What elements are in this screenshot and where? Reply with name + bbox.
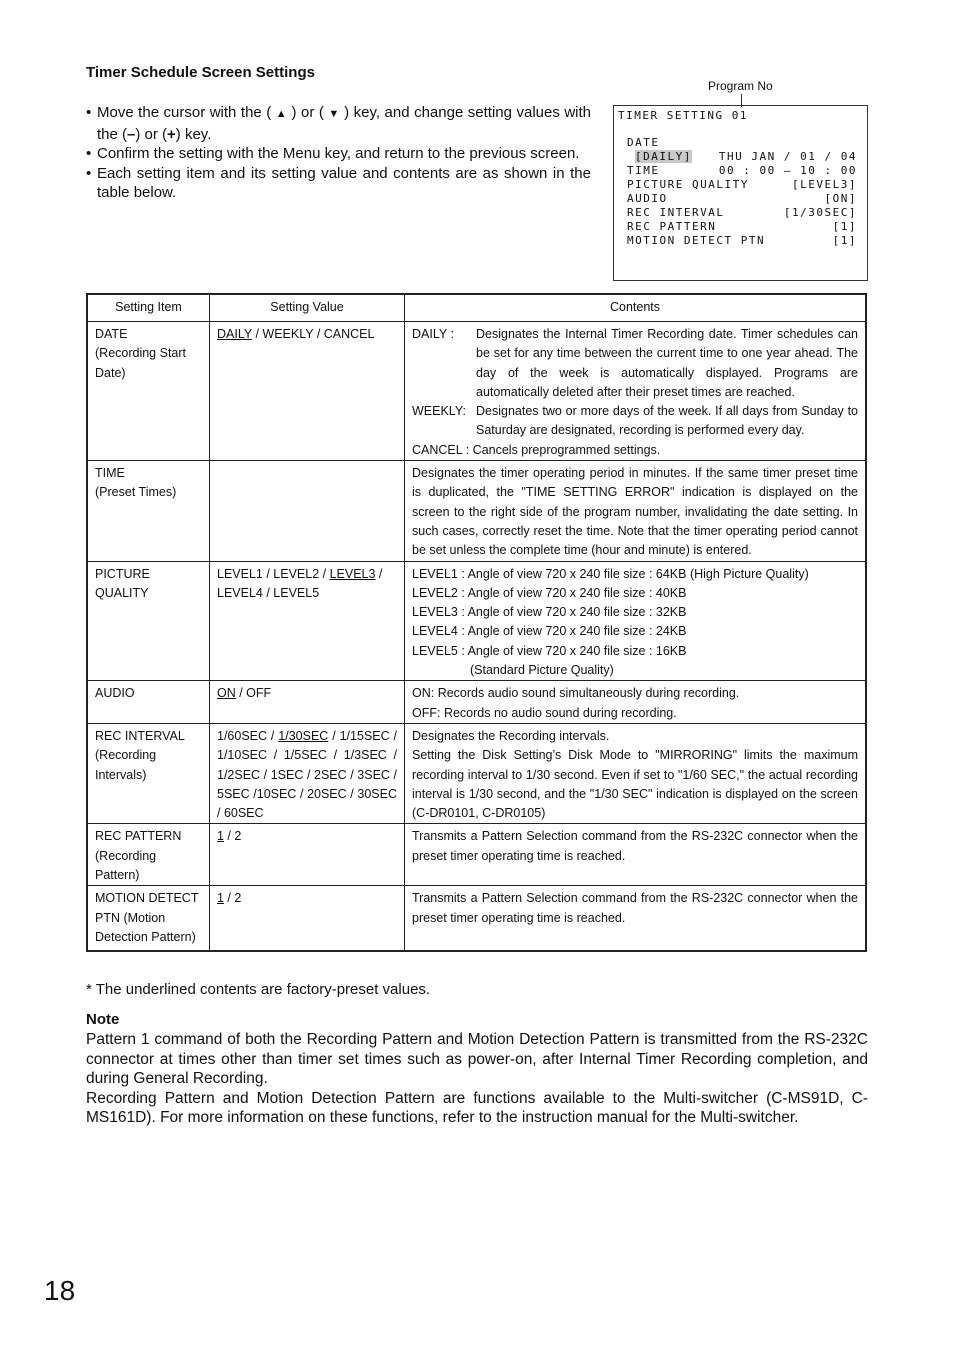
- setting-item: MOTION DETECT PTN (Motion Detection Pattern): [87, 886, 210, 951]
- table-row-time: [87, 461, 866, 561]
- screen-time-row: TIME 00 : 00 – 10 : 00: [627, 164, 857, 177]
- setting-item: REC PATTERN (Recording Pattern): [87, 824, 210, 886]
- note-paragraph: Pattern 1 command of both the Recording Pattern and Motion Detection Pattern is transmitted from the RS-232C connector at times other than timer set times such as power-on, after Internal Timer Recording completion, and during General Recording.: [86, 1031, 868, 1087]
- plus-key: +: [167, 125, 176, 143]
- column-header: Contents: [405, 294, 867, 322]
- setting-value: ON / OFF: [210, 681, 405, 724]
- screen-date-value: [DAILY]: [635, 150, 692, 163]
- setting-contents: DAILY : Designates the Internal Timer Recording date. Timer schedules can be set for any time between the current time to one year ahead. The day of the week is automatically displayed. Programs are automatically deleted after their preset times are reached. WEEKLY: Designates two or more days of the week. If all days from Sunday to Saturday are designated, recording is performed every day. CANCEL : Cancels preprogrammed settings.: [405, 322, 867, 461]
- down-arrow-icon: ▼: [328, 108, 340, 120]
- column-header: Setting Value: [210, 294, 405, 322]
- note-body: [86, 1030, 868, 1128]
- table-row-date: [87, 322, 866, 461]
- setting-item: AUDIO: [87, 681, 210, 724]
- setting-contents: Designates the timer operating period in minutes. If the same timer preset time is duplicated, the "TIME SETTING ERROR" indication is displayed on the screen to the right side of the program number, invalidating the date setting. In such cases, correctly reset the time. Note that the timer operating period cannot be set unless the complete time (hour and minute) is entered.: [405, 461, 867, 561]
- note-title: Note: [86, 1011, 120, 1028]
- minus-key: –: [127, 125, 136, 143]
- setting-contents: ON: Records audio sound simultaneously during recording. OFF: Records no audio sound during recording.: [405, 681, 867, 724]
- table-row-rec-interval: [87, 723, 866, 823]
- table-header-row: [87, 294, 866, 322]
- setting-value: 1 / 2: [210, 886, 405, 951]
- screen-md-row: MOTION DETECT PTN [1]: [627, 234, 857, 247]
- instruction-item: • Move the cursor with the ( ▲ ) or ( ▼ ) key, and change setting values with the (–) or (+) key.: [86, 103, 591, 144]
- setting-item: DATE (Recording Start Date): [87, 322, 210, 461]
- setting-contents: Transmits a Pattern Selection command from the RS-232C connector when the preset timer operating time is reached.: [405, 824, 867, 886]
- page-number: 18: [44, 1275, 76, 1306]
- table-row-picture-quality: [87, 561, 866, 681]
- table-row-rec-pattern: [87, 824, 866, 886]
- screen-date-label: DATE: [627, 136, 660, 149]
- setting-contents: Designates the Recording intervals. Setting the Disk Setting’s Disk Mode to "MIRRORING" limits the maximum recording interval to 1/30 second. Even if set to "1/60 SEC," the actual recording interval is 1/30 second, and the "1/30 SEC" indication is displayed on the screen (C-DR0101, C-DR0105): [405, 723, 867, 823]
- setting-value: 1 / 2: [210, 824, 405, 886]
- section-title: Timer Schedule Screen Settings: [86, 64, 315, 81]
- program-no-label: Program No: [708, 79, 773, 93]
- column-header: Setting Item: [87, 294, 210, 322]
- setting-value: [210, 461, 405, 561]
- footnote: * The underlined contents are factory-preset values.: [86, 981, 431, 998]
- screen-date-row: [627, 150, 857, 164]
- setting-item: PICTURE QUALITY: [87, 561, 210, 681]
- setting-contents: Transmits a Pattern Selection command from the RS-232C connector when the preset timer operating time is reached.: [405, 886, 867, 951]
- setting-value: 1/60SEC / 1/30SEC / 1/15SEC / 1/10SEC / 1/5SEC / 1/3SEC / 1/2SEC / 1SEC / 2SEC / 3SEC / 5SEC /10SEC / 20SEC / 30SEC / 60SEC: [210, 723, 405, 823]
- instruction-item: • Each setting item and its setting value and contents are as shown in the table below.: [86, 164, 591, 203]
- note-paragraph: Recording Pattern and Motion Detection Pattern are functions available to the Multi-switcher (C-MS91D, C-MS161D). For more information on these functions, refer to the instruction manual for the Multi-switcher.: [86, 1089, 868, 1126]
- setting-item: REC INTERVAL (Recording Intervals): [87, 723, 210, 823]
- instruction-list: [86, 103, 591, 203]
- screen-header: TIMER SETTING 01: [618, 109, 748, 122]
- screen-rp-row: REC PATTERN [1]: [627, 220, 857, 233]
- setting-value: DAILY / WEEKLY / CANCEL: [210, 322, 405, 461]
- screen-audio-row: AUDIO [ON]: [627, 192, 857, 205]
- timer-setting-screen: [613, 105, 868, 281]
- screen-pq-row: PICTURE QUALITY [LEVEL3]: [627, 178, 857, 191]
- screen-ri-row: REC INTERVAL [1/30SEC]: [627, 206, 857, 219]
- setting-value: LEVEL1 / LEVEL2 / LEVEL3 / LEVEL4 / LEVEL5: [210, 561, 405, 681]
- up-arrow-icon: ▲: [275, 108, 288, 120]
- setting-item: TIME (Preset Times): [87, 461, 210, 561]
- table-row-motion-detect: [87, 886, 866, 951]
- settings-table: [86, 293, 867, 952]
- setting-contents: LEVEL1 : Angle of view 720 x 240 file size : 64KB (High Picture Quality) LEVEL2 : Angle of view 720 x 240 file size : 40KB LEVEL3 : Angle of view 720 x 240 file size : 32KB LEVEL4 : Angle of view 720 x 240 file size : 24KB LEVEL5 : Angle of view 720 x 240 file size : 16KB (Standard Picture Quality): [405, 561, 867, 681]
- instruction-item: • Confirm the setting with the Menu key, and return to the previous screen.: [86, 144, 591, 164]
- screen-date-right: THU JAN / 01 / 04: [718, 150, 857, 163]
- table-row-audio: [87, 681, 866, 724]
